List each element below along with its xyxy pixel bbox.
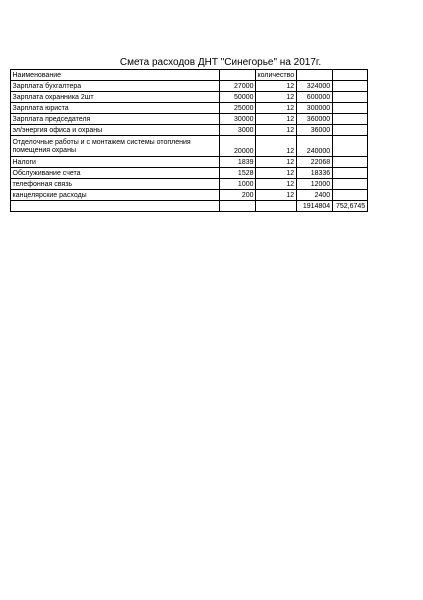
row-total: 36000 <box>296 125 332 136</box>
row-extra <box>332 157 367 168</box>
row-extra <box>332 179 367 190</box>
row-quantity: 12 <box>256 125 297 136</box>
grand-total: 1914804 <box>296 201 332 212</box>
table-row <box>11 92 368 103</box>
row-extra <box>332 168 367 179</box>
table-row <box>11 103 368 114</box>
totals-quantity <box>256 201 297 212</box>
row-total: 300000 <box>296 103 332 114</box>
row-quantity: 12 <box>256 92 297 103</box>
row-name: канцелярские расходы <box>11 190 220 201</box>
row-extra <box>332 103 367 114</box>
table-row <box>11 168 368 179</box>
row-name: Обслуживание счета <box>11 168 220 179</box>
table-row <box>11 125 368 136</box>
table-row <box>11 157 368 168</box>
row-price: 25000 <box>220 103 256 114</box>
row-price: 1528 <box>220 168 256 179</box>
row-price: 20000 <box>220 136 256 157</box>
totals-row <box>11 201 368 212</box>
header-name: Наименование <box>11 70 220 81</box>
row-extra <box>332 190 367 201</box>
row-total: 18336 <box>296 168 332 179</box>
row-name: Налоги <box>11 157 220 168</box>
row-extra <box>332 81 367 92</box>
row-total: 324000 <box>296 81 332 92</box>
row-total: 240000 <box>296 136 332 157</box>
row-price: 27000 <box>220 81 256 92</box>
header-extra <box>332 70 367 81</box>
row-extra <box>332 114 367 125</box>
totals-name <box>11 201 220 212</box>
table-header-row <box>11 70 368 81</box>
row-extra <box>332 136 367 157</box>
budget-table <box>10 69 368 212</box>
row-quantity: 12 <box>256 157 297 168</box>
table-row <box>11 81 368 92</box>
row-price: 1000 <box>220 179 256 190</box>
row-quantity: 12 <box>256 81 297 92</box>
row-total: 600000 <box>296 92 332 103</box>
table-row <box>11 190 368 201</box>
row-name: эл/энергия офиса и охраны <box>11 125 220 136</box>
row-quantity: 12 <box>256 168 297 179</box>
header-total <box>296 70 332 81</box>
row-extra <box>332 125 367 136</box>
row-quantity: 12 <box>256 103 297 114</box>
row-name: Зарплата юриста <box>11 103 220 114</box>
row-price: 30000 <box>220 114 256 125</box>
row-name: телефонная связь <box>11 179 220 190</box>
table-row <box>11 136 368 157</box>
row-quantity: 12 <box>256 179 297 190</box>
row-price: 3000 <box>220 125 256 136</box>
row-quantity: 12 <box>256 114 297 125</box>
totals-extra: 752,6745 <box>332 201 367 212</box>
row-name: Зарплата председателя <box>11 114 220 125</box>
row-price: 200 <box>220 190 256 201</box>
row-total: 12000 <box>296 179 332 190</box>
row-extra <box>332 92 367 103</box>
table-row <box>11 114 368 125</box>
row-quantity: 12 <box>256 136 297 157</box>
header-price <box>220 70 256 81</box>
row-name: Зарплата охранника 2шт <box>11 92 220 103</box>
row-total: 22068 <box>296 157 332 168</box>
row-total: 360000 <box>296 114 332 125</box>
row-name: Отделочные работы и с монтажем системы отопления помещения охраны <box>11 136 220 157</box>
table-row <box>11 179 368 190</box>
header-quantity: количество <box>256 70 297 81</box>
document-title: Смета расходов ДНТ "Синегорье" на 2017г. <box>119 57 322 68</box>
row-price: 50000 <box>220 92 256 103</box>
row-quantity: 12 <box>256 190 297 201</box>
row-price: 1839 <box>220 157 256 168</box>
row-total: 2400 <box>296 190 332 201</box>
row-name: Зарплата бухгалтера <box>11 81 220 92</box>
totals-price <box>220 201 256 212</box>
